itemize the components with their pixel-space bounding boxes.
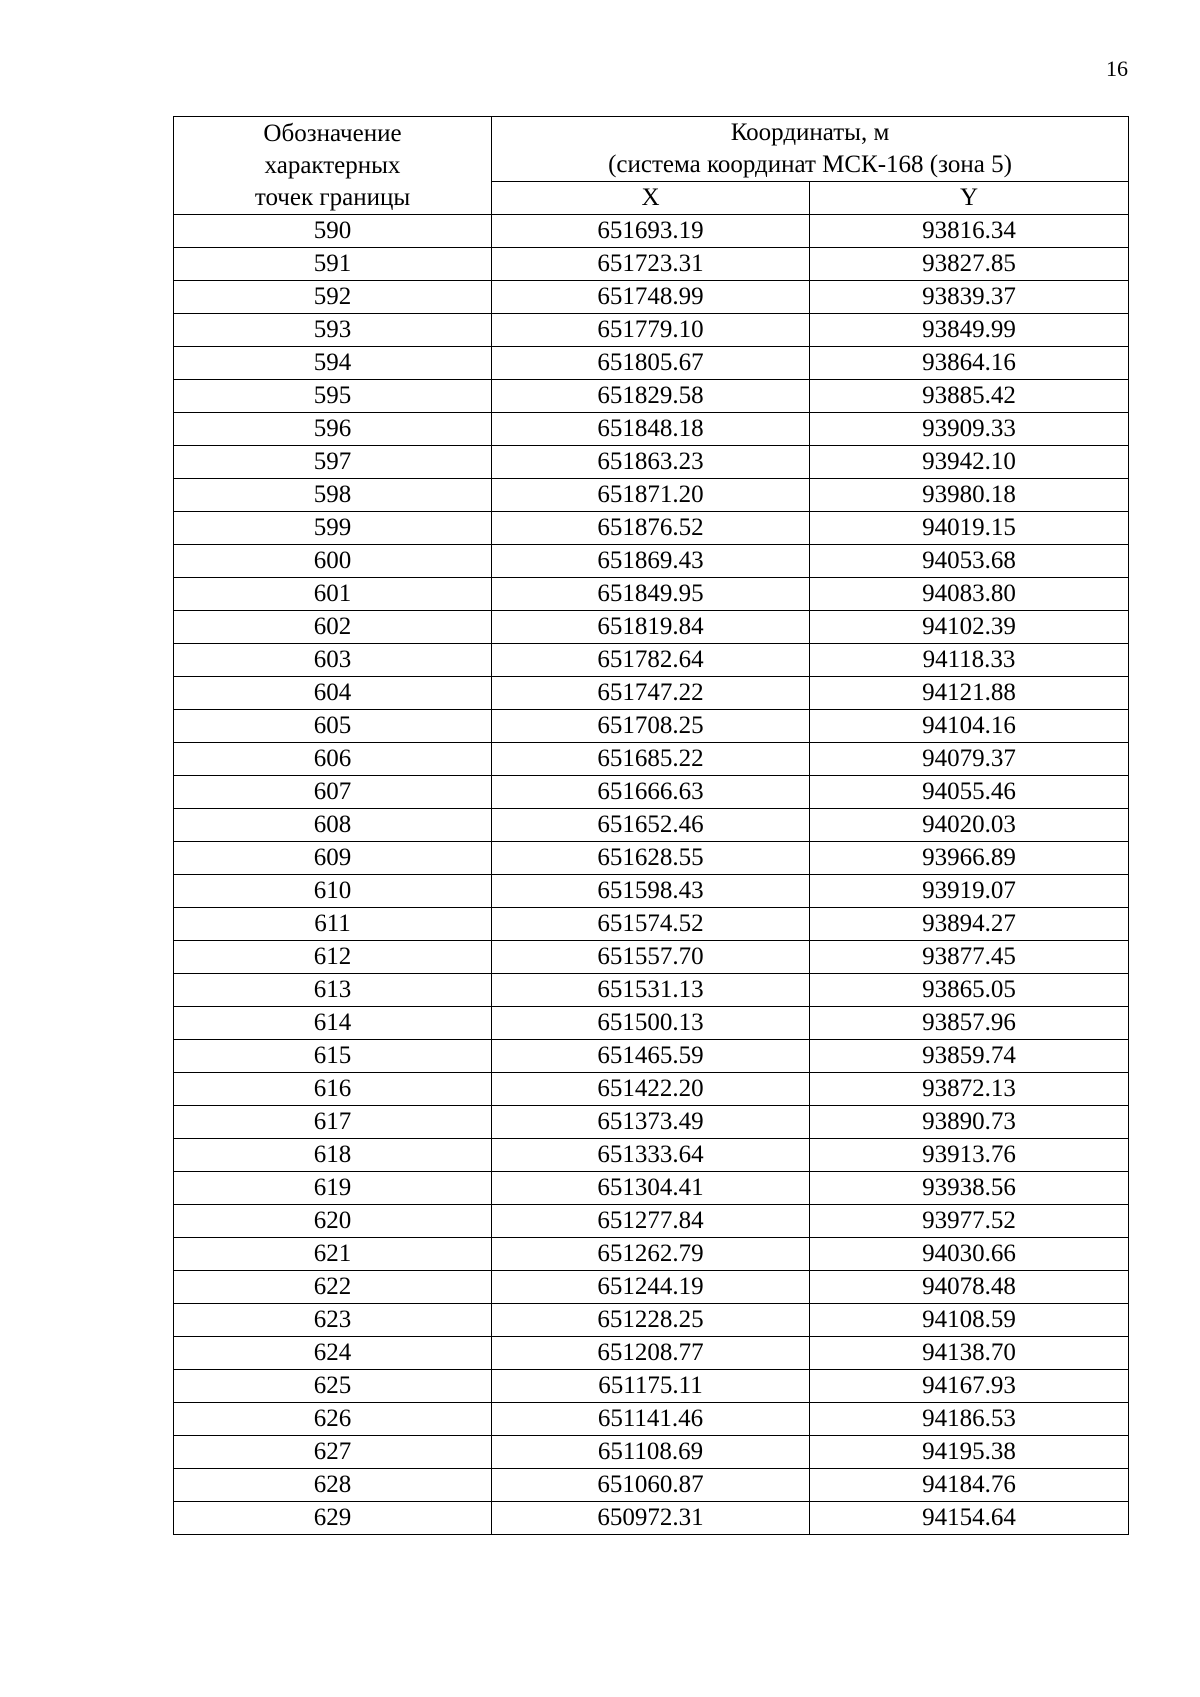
table-row — [174, 314, 1129, 347]
y-coordinate-cell: 93919.07 — [810, 875, 1129, 908]
y-coordinate-cell: 93885.42 — [810, 380, 1129, 413]
x-coordinate-cell: 651244.19 — [492, 1271, 810, 1304]
table-row — [174, 479, 1129, 512]
table-row — [174, 413, 1129, 446]
x-coordinate-cell: 651228.25 — [492, 1304, 810, 1337]
table-row — [174, 1007, 1129, 1040]
y-coordinate-cell: 93849.99 — [810, 314, 1129, 347]
point-id-cell: 614 — [174, 1007, 492, 1040]
table-row — [174, 1040, 1129, 1073]
y-coordinate-cell: 94079.37 — [810, 743, 1129, 776]
table-row — [174, 248, 1129, 281]
table-header — [174, 117, 1129, 215]
y-coordinate-cell: 94138.70 — [810, 1337, 1129, 1370]
x-coordinate-cell: 651422.20 — [492, 1073, 810, 1106]
y-coordinate-cell: 93864.16 — [810, 347, 1129, 380]
y-coordinate-cell: 94108.59 — [810, 1304, 1129, 1337]
table-row — [174, 776, 1129, 809]
x-coordinate-cell: 651175.11 — [492, 1370, 810, 1403]
point-id-cell: 596 — [174, 413, 492, 446]
y-coordinate-cell: 94104.16 — [810, 710, 1129, 743]
point-id-cell: 613 — [174, 974, 492, 1007]
point-id-cell: 605 — [174, 710, 492, 743]
table-row — [174, 842, 1129, 875]
x-coordinate-cell: 651819.84 — [492, 611, 810, 644]
y-coordinate-cell: 93890.73 — [810, 1106, 1129, 1139]
point-id-cell: 609 — [174, 842, 492, 875]
y-coordinate-cell: 94118.33 — [810, 644, 1129, 677]
y-coordinate-cell: 94167.93 — [810, 1370, 1129, 1403]
point-id-cell: 604 — [174, 677, 492, 710]
point-id-cell: 599 — [174, 512, 492, 545]
table-row — [174, 545, 1129, 578]
y-coordinate-cell: 93942.10 — [810, 446, 1129, 479]
x-coordinate-cell: 651531.13 — [492, 974, 810, 1007]
y-coordinate-cell: 93816.34 — [810, 215, 1129, 248]
coordinates-header — [492, 117, 1129, 182]
table-row — [174, 1106, 1129, 1139]
point-id-cell: 619 — [174, 1172, 492, 1205]
x-coordinate-cell: 651574.52 — [492, 908, 810, 941]
y-coordinate-cell: 93827.85 — [810, 248, 1129, 281]
x-coordinate-cell: 651779.10 — [492, 314, 810, 347]
x-coordinate-cell: 651849.95 — [492, 578, 810, 611]
y-coordinate-cell: 93909.33 — [810, 413, 1129, 446]
y-coordinate-cell: 94184.76 — [810, 1469, 1129, 1502]
point-id-cell: 617 — [174, 1106, 492, 1139]
y-coordinate-cell: 94020.03 — [810, 809, 1129, 842]
y-coordinate-cell: 94019.15 — [810, 512, 1129, 545]
table-row — [174, 1469, 1129, 1502]
x-coordinate-cell: 651747.22 — [492, 677, 810, 710]
table-row — [174, 974, 1129, 1007]
point-id-cell: 628 — [174, 1469, 492, 1502]
x-coordinate-cell: 651848.18 — [492, 413, 810, 446]
table-row — [174, 1139, 1129, 1172]
point-id-cell: 603 — [174, 644, 492, 677]
point-id-cell: 607 — [174, 776, 492, 809]
table-row — [174, 743, 1129, 776]
y-column-header: Y — [810, 182, 1129, 215]
point-id-cell: 608 — [174, 809, 492, 842]
designation-header-line: Обозначение — [263, 119, 402, 147]
table-row — [174, 1502, 1129, 1535]
point-id-cell: 629 — [174, 1502, 492, 1535]
designation-header-line: характерных — [264, 151, 401, 179]
table-row — [174, 446, 1129, 479]
point-id-cell: 623 — [174, 1304, 492, 1337]
y-coordinate-cell: 94030.66 — [810, 1238, 1129, 1271]
x-coordinate-cell: 651628.55 — [492, 842, 810, 875]
x-coordinate-cell: 651652.46 — [492, 809, 810, 842]
point-id-cell: 624 — [174, 1337, 492, 1370]
table-row — [174, 1304, 1129, 1337]
y-coordinate-cell: 93938.56 — [810, 1172, 1129, 1205]
table-row — [174, 875, 1129, 908]
x-coordinate-cell: 651060.87 — [492, 1469, 810, 1502]
point-id-cell: 626 — [174, 1403, 492, 1436]
page-number: 16 — [1106, 56, 1128, 81]
point-id-cell: 600 — [174, 545, 492, 578]
table-row — [174, 644, 1129, 677]
table-row — [174, 710, 1129, 743]
x-coordinate-cell: 651805.67 — [492, 347, 810, 380]
x-coordinate-cell: 651863.23 — [492, 446, 810, 479]
y-coordinate-cell: 94055.46 — [810, 776, 1129, 809]
y-coordinate-cell: 94195.38 — [810, 1436, 1129, 1469]
point-id-cell: 597 — [174, 446, 492, 479]
point-id-cell: 610 — [174, 875, 492, 908]
y-coordinate-cell: 94186.53 — [810, 1403, 1129, 1436]
x-coordinate-cell: 651829.58 — [492, 380, 810, 413]
x-coordinate-cell: 650972.31 — [492, 1502, 810, 1535]
y-coordinate-cell: 93872.13 — [810, 1073, 1129, 1106]
table-row — [174, 809, 1129, 842]
table-row — [174, 380, 1129, 413]
point-id-cell: 622 — [174, 1271, 492, 1304]
table-row — [174, 215, 1129, 248]
point-id-cell: 591 — [174, 248, 492, 281]
x-coordinate-cell: 651871.20 — [492, 479, 810, 512]
y-coordinate-cell: 93977.52 — [810, 1205, 1129, 1238]
point-id-cell: 625 — [174, 1370, 492, 1403]
x-coordinate-cell: 651708.25 — [492, 710, 810, 743]
designation-header-line: точек границы — [254, 183, 411, 211]
x-coordinate-cell: 651500.13 — [492, 1007, 810, 1040]
x-coordinate-cell: 651876.52 — [492, 512, 810, 545]
y-coordinate-cell: 93980.18 — [810, 479, 1129, 512]
x-coordinate-cell: 651108.69 — [492, 1436, 810, 1469]
x-coordinate-cell: 651141.46 — [492, 1403, 810, 1436]
table-row — [174, 1436, 1129, 1469]
point-id-cell: 627 — [174, 1436, 492, 1469]
coordinates-table — [173, 116, 1129, 1535]
y-coordinate-cell: 93966.89 — [810, 842, 1129, 875]
x-coordinate-cell: 651693.19 — [492, 215, 810, 248]
table-row — [174, 1205, 1129, 1238]
point-id-cell: 593 — [174, 314, 492, 347]
y-coordinate-cell: 94078.48 — [810, 1271, 1129, 1304]
y-coordinate-cell: 94083.80 — [810, 578, 1129, 611]
x-coordinate-cell: 651723.31 — [492, 248, 810, 281]
x-coordinate-cell: 651598.43 — [492, 875, 810, 908]
table-row — [174, 1172, 1129, 1205]
x-coordinate-cell: 651304.41 — [492, 1172, 810, 1205]
x-coordinate-cell: 651373.49 — [492, 1106, 810, 1139]
point-id-cell: 592 — [174, 281, 492, 314]
x-coordinate-cell: 651748.99 — [492, 281, 810, 314]
x-coordinate-cell: 651869.43 — [492, 545, 810, 578]
table-row — [174, 941, 1129, 974]
y-coordinate-cell: 93865.05 — [810, 974, 1129, 1007]
point-id-cell: 606 — [174, 743, 492, 776]
point-id-cell: 598 — [174, 479, 492, 512]
point-id-cell: 594 — [174, 347, 492, 380]
table-row — [174, 1238, 1129, 1271]
point-id-cell: 611 — [174, 908, 492, 941]
table-row — [174, 908, 1129, 941]
point-id-cell: 612 — [174, 941, 492, 974]
y-coordinate-cell: 93877.45 — [810, 941, 1129, 974]
point-id-cell: 616 — [174, 1073, 492, 1106]
x-coordinate-cell: 651666.63 — [492, 776, 810, 809]
table-row — [174, 1337, 1129, 1370]
table-row — [174, 1370, 1129, 1403]
y-coordinate-cell: 93913.76 — [810, 1139, 1129, 1172]
table-row — [174, 611, 1129, 644]
point-id-cell: 621 — [174, 1238, 492, 1271]
point-id-cell: 618 — [174, 1139, 492, 1172]
x-coordinate-cell: 651333.64 — [492, 1139, 810, 1172]
y-coordinate-cell: 94053.68 — [810, 545, 1129, 578]
table-row — [174, 578, 1129, 611]
table-row — [174, 512, 1129, 545]
y-coordinate-cell: 93839.37 — [810, 281, 1129, 314]
table-row — [174, 1403, 1129, 1436]
table-row — [174, 281, 1129, 314]
x-coordinate-cell: 651277.84 — [492, 1205, 810, 1238]
y-coordinate-cell: 93859.74 — [810, 1040, 1129, 1073]
coordinates-header-line: Координаты, м — [730, 119, 890, 146]
y-coordinate-cell: 93857.96 — [810, 1007, 1129, 1040]
point-id-cell: 620 — [174, 1205, 492, 1238]
y-coordinate-cell: 94154.64 — [810, 1502, 1129, 1535]
x-coordinate-cell: 651685.22 — [492, 743, 810, 776]
coordinates-header-line: (система координат МСК-168 (зона 5) — [608, 151, 1012, 178]
table-row — [174, 347, 1129, 380]
x-coordinate-cell: 651465.59 — [492, 1040, 810, 1073]
x-coordinate-cell: 651262.79 — [492, 1238, 810, 1271]
x-coordinate-cell: 651557.70 — [492, 941, 810, 974]
y-coordinate-cell: 94102.39 — [810, 611, 1129, 644]
point-id-cell: 595 — [174, 380, 492, 413]
designation-header — [174, 117, 492, 215]
table-row — [174, 1271, 1129, 1304]
y-coordinate-cell: 93894.27 — [810, 908, 1129, 941]
point-id-cell: 602 — [174, 611, 492, 644]
point-id-cell: 601 — [174, 578, 492, 611]
table-body — [174, 215, 1129, 1535]
x-column-header: X — [492, 182, 810, 215]
x-coordinate-cell: 651782.64 — [492, 644, 810, 677]
x-coordinate-cell: 651208.77 — [492, 1337, 810, 1370]
point-id-cell: 615 — [174, 1040, 492, 1073]
point-id-cell: 590 — [174, 215, 492, 248]
y-coordinate-cell: 94121.88 — [810, 677, 1129, 710]
table-row — [174, 1073, 1129, 1106]
table-row — [174, 677, 1129, 710]
